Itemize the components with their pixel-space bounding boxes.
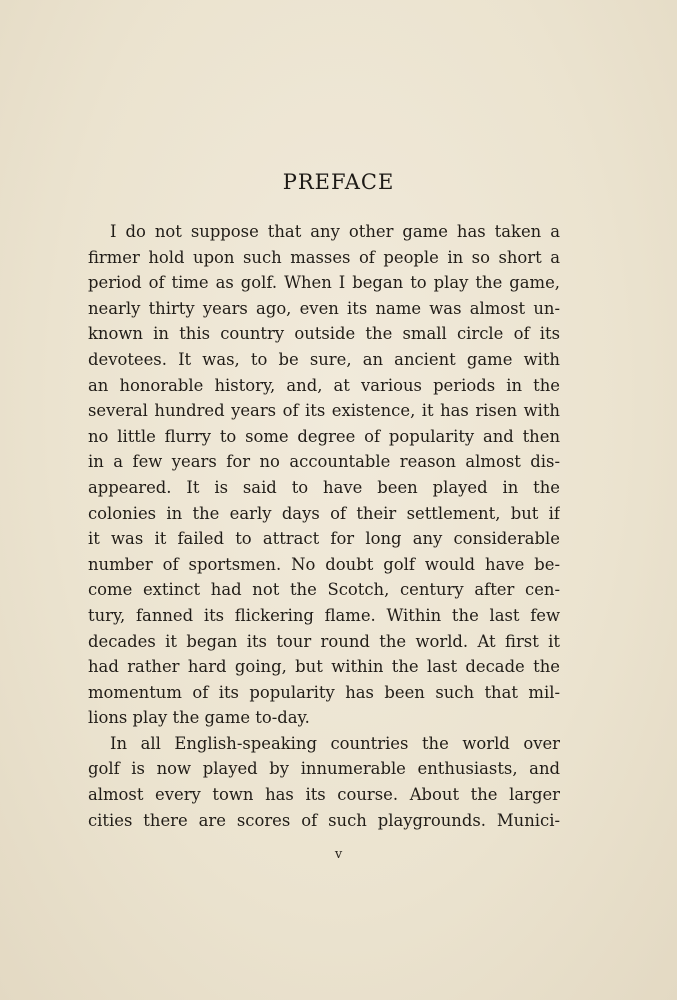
body-text bbox=[88, 219, 560, 833]
text-line: no little flurry to some degree of popularity and then bbox=[88, 426, 560, 446]
text-line: it was it failed to attract for long any considerable bbox=[88, 529, 560, 549]
text-line: I do not suppose that any other game has taken a bbox=[110, 222, 560, 241]
text-line: several hundred years of its existence, it has risen with bbox=[88, 401, 560, 421]
text-line: decades it began its tour round the world. At first it bbox=[88, 631, 560, 651]
text-line: devotees. It was, to be sure, an ancient game with bbox=[88, 349, 560, 369]
text-line: period of time as golf. When I began to play the game, bbox=[88, 273, 560, 293]
text-line: in a few years for no accountable reason almost dis- bbox=[88, 452, 560, 472]
text-line: tury, fanned its flickering flame. Within the last few bbox=[88, 605, 560, 625]
text-line: momentum of its popularity has been such that mil- bbox=[88, 682, 560, 702]
text-line: number of sportsmen. No doubt golf would have be- bbox=[88, 554, 560, 574]
text-line: an honorable history, and, at various periods in the bbox=[88, 375, 560, 395]
paragraph-1 bbox=[88, 219, 560, 731]
text-line: cities there are scores of such playgrounds. Munici- bbox=[88, 810, 560, 830]
paragraph-2 bbox=[88, 731, 560, 833]
text-line: In all English-speaking countries the world over bbox=[110, 733, 560, 753]
text-line: almost every town has its course. About the larger bbox=[88, 785, 560, 805]
text-line: nearly thirty years ago, even its name was almost un- bbox=[88, 298, 560, 318]
text-line: colonies in the early days of their settlement, but if bbox=[88, 503, 560, 523]
text-line: firmer hold upon such masses of people in so short a bbox=[88, 247, 560, 267]
text-line: appeared. It is said to have been played in the bbox=[88, 477, 560, 497]
page-title: PREFACE bbox=[282, 170, 395, 194]
text-line: known in this country outside the small circle of its bbox=[88, 324, 560, 344]
page-number: v bbox=[334, 847, 343, 862]
text-line: had rather hard going, but within the last decade the bbox=[88, 657, 560, 677]
text-line: come extinct had not the Scotch, century after cen- bbox=[88, 580, 560, 600]
text-line: golf is now played by innumerable enthusiasts, and bbox=[88, 759, 560, 779]
text-line: lions play the game to-day. bbox=[88, 708, 310, 728]
